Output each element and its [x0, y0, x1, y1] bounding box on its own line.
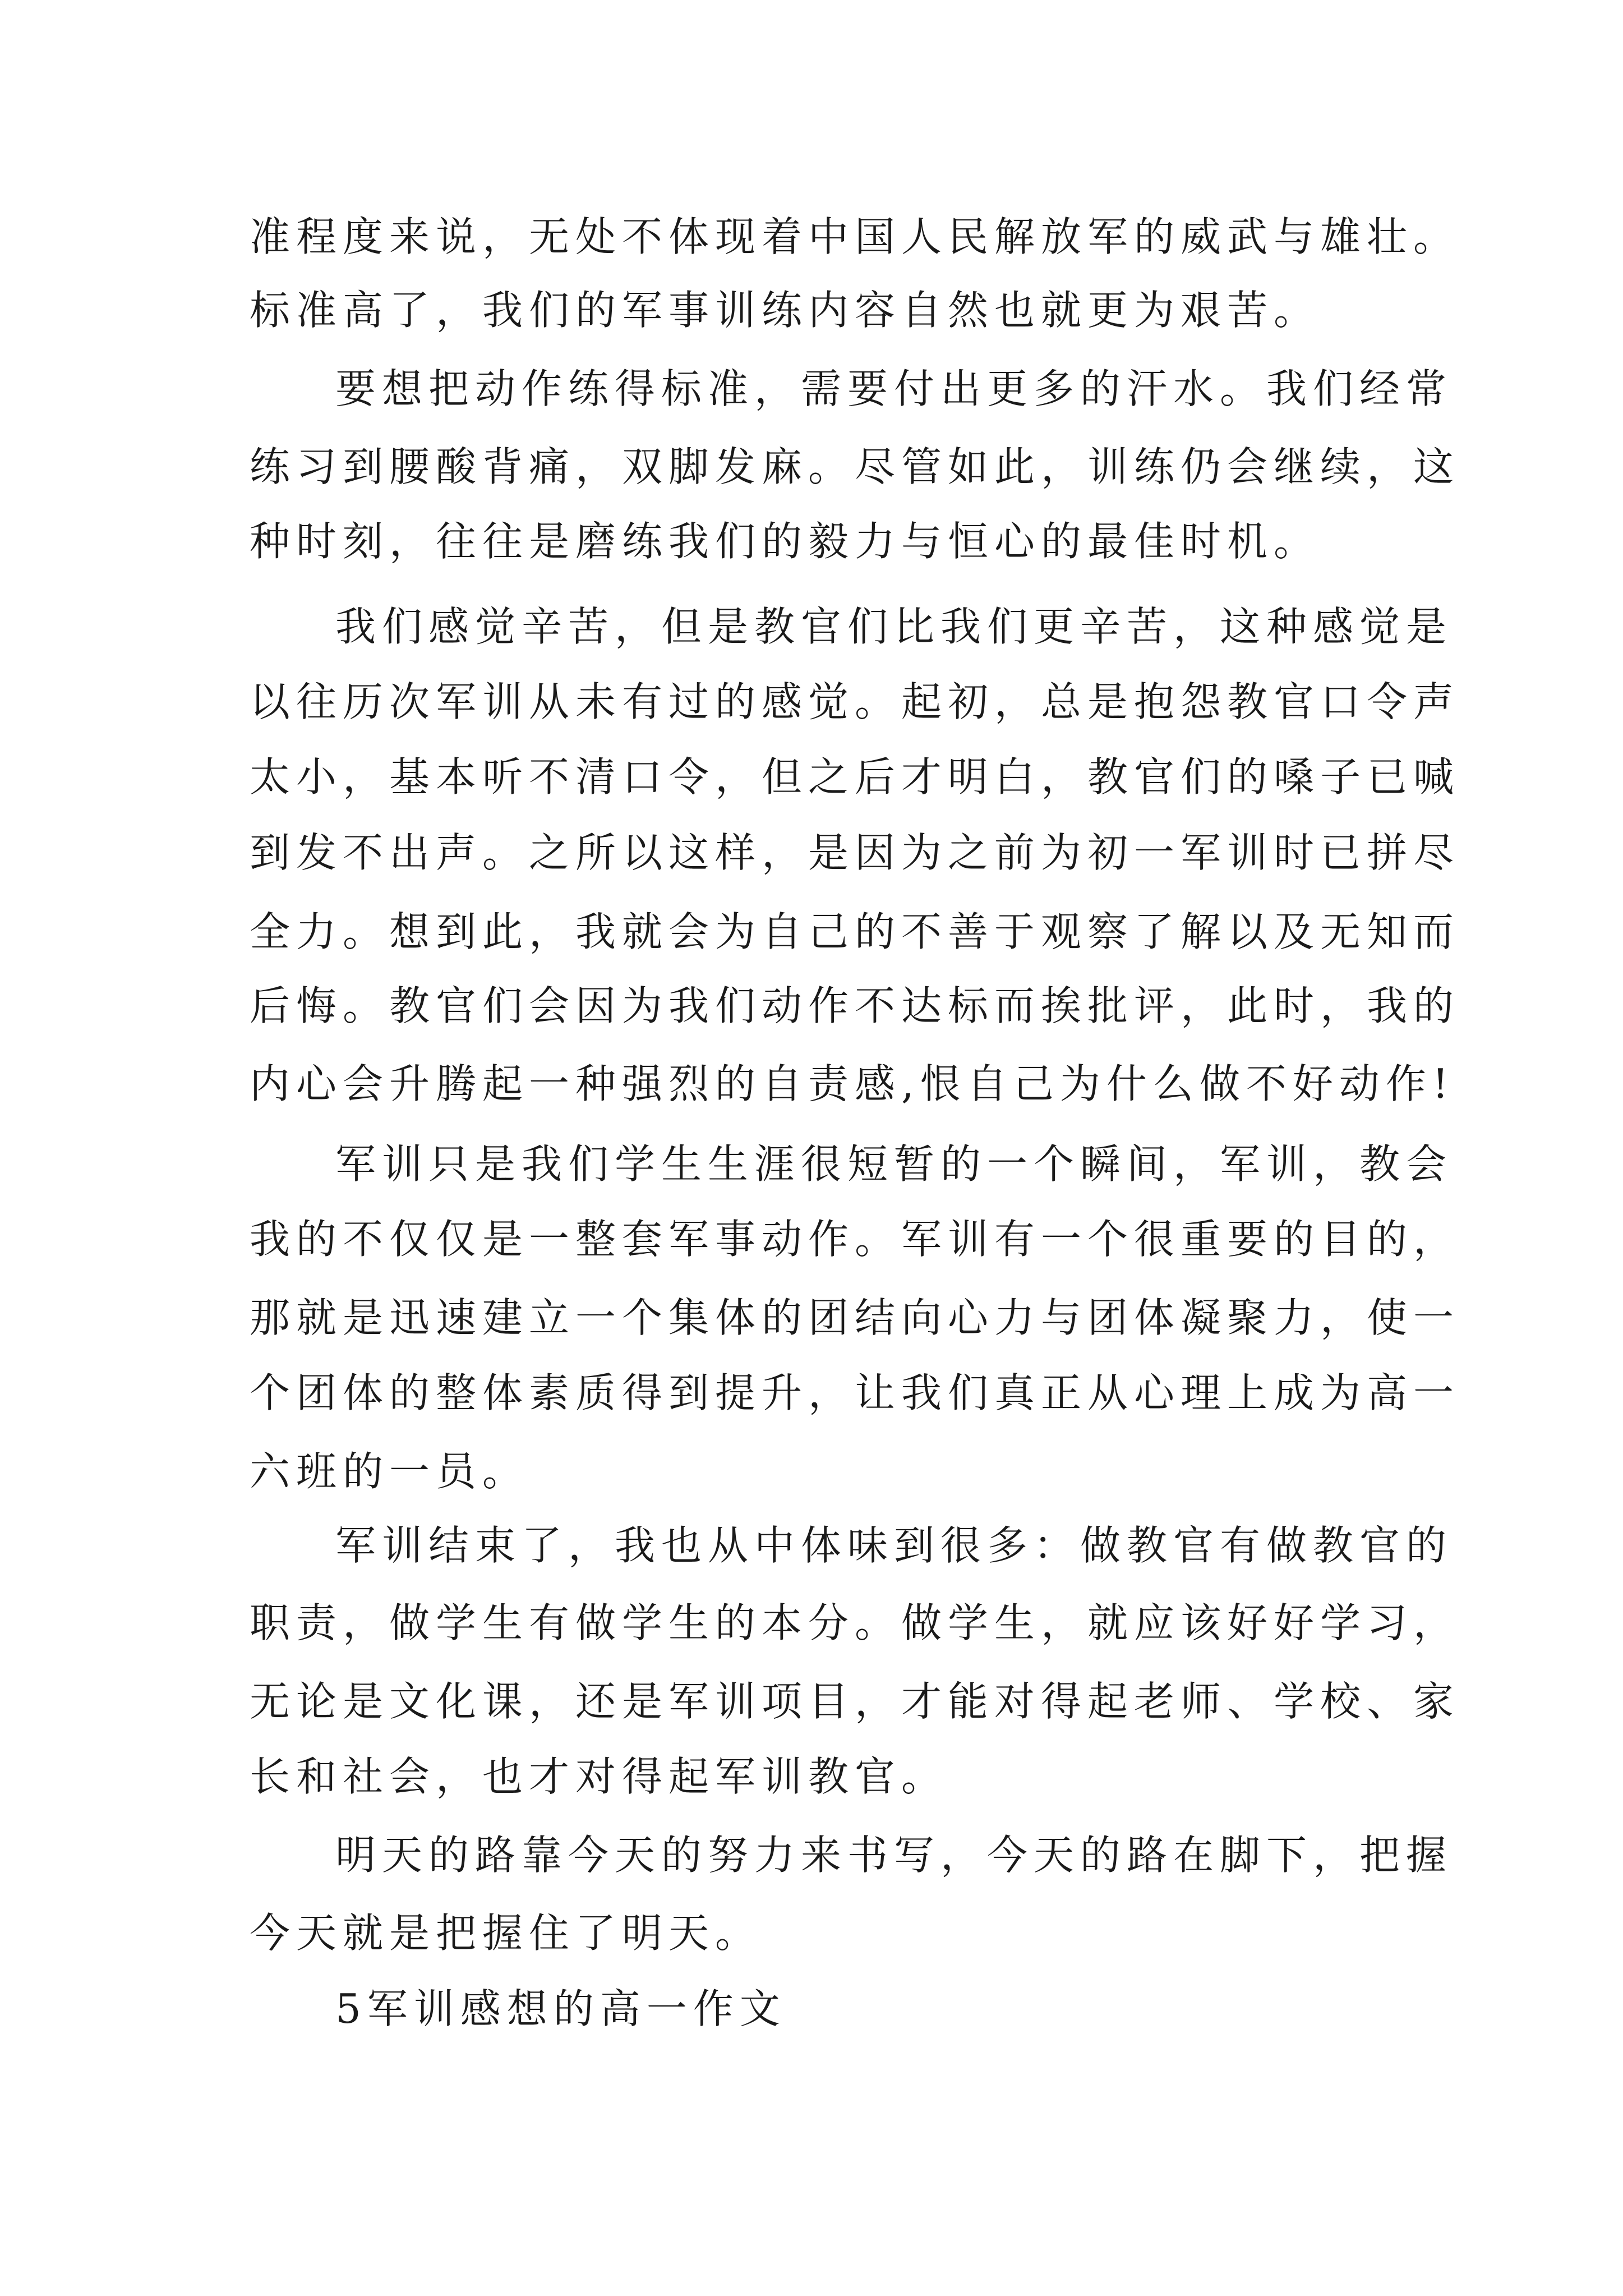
text-line: 我的不仅仅是一整套军事动作。军训有一个很重要的目的， — [250, 1216, 1460, 1263]
paragraph-first-line: 要想把动作练得标准，需要付出更多的汗水。我们经常 — [335, 365, 1453, 412]
text-line: 全力。想到此，我就会为自己的不善于观察了解以及无知而 — [250, 908, 1460, 955]
text-line: 后悔。教官们会因为我们动作不达标而挨批评，此时，我的 — [250, 982, 1460, 1029]
paragraph-first-line: 明天的路靠今天的努力来书写，今天的路在脚下，把握 — [335, 1832, 1453, 1879]
section-heading: 5军训感想的高一作文 — [335, 1985, 786, 2032]
text-line: 标准高了，我们的军事训练内容自然也就更为艰苦。 — [250, 287, 1321, 334]
text-line: 练习到腰酸背痛，双脚发麻。尽管如此，训练仍会继续，这 — [250, 443, 1460, 490]
text-line: 内心会升腾起一种强烈的自责感,恨自己为什么做不好动作! — [250, 1060, 1455, 1107]
text-line: 种时刻，往往是磨练我们的毅力与恒心的最佳时机。 — [250, 518, 1321, 565]
text-line: 个团体的整体素质得到提升，让我们真正从心理上成为高一 — [250, 1369, 1460, 1416]
text-line: 无论是文化课，还是军训项目，才能对得起老师、学校、家 — [250, 1678, 1460, 1725]
text-line: 到发不出声。之所以这样，是因为之前为初一军训时已拼尽 — [250, 829, 1460, 876]
paragraph-first-line: 军训只是我们学生生涯很短暂的一个瞬间，军训，教会 — [335, 1140, 1453, 1188]
text-line: 以往历次军训从未有过的感觉。起初，总是抱怨教官口令声 — [250, 678, 1460, 725]
text-line: 准程度来说，无处不体现着中国人民解放军的威武与雄壮。 — [250, 213, 1460, 260]
text-line: 今天就是把握住了明天。 — [250, 1910, 762, 1957]
text-line: 长和社会，也才对得起军训教官。 — [250, 1753, 948, 1800]
paragraph-first-line: 军训结束了，我也从中体味到很多：做教官有做教官的 — [335, 1522, 1453, 1569]
text-line: 六班的一员。 — [250, 1448, 529, 1495]
text-line: 那就是迅速建立一个集体的团结向心力与团体凝聚力，使一 — [250, 1294, 1460, 1341]
text-line: 职责，做学生有做学生的本分。做学生，就应该好好学习， — [250, 1599, 1460, 1646]
text-line: 太小，基本听不清口令，但之后才明白，教官们的嗓子已喊 — [250, 753, 1460, 800]
paragraph-first-line: 我们感觉辛苦，但是教官们比我们更辛苦，这种感觉是 — [335, 603, 1453, 650]
